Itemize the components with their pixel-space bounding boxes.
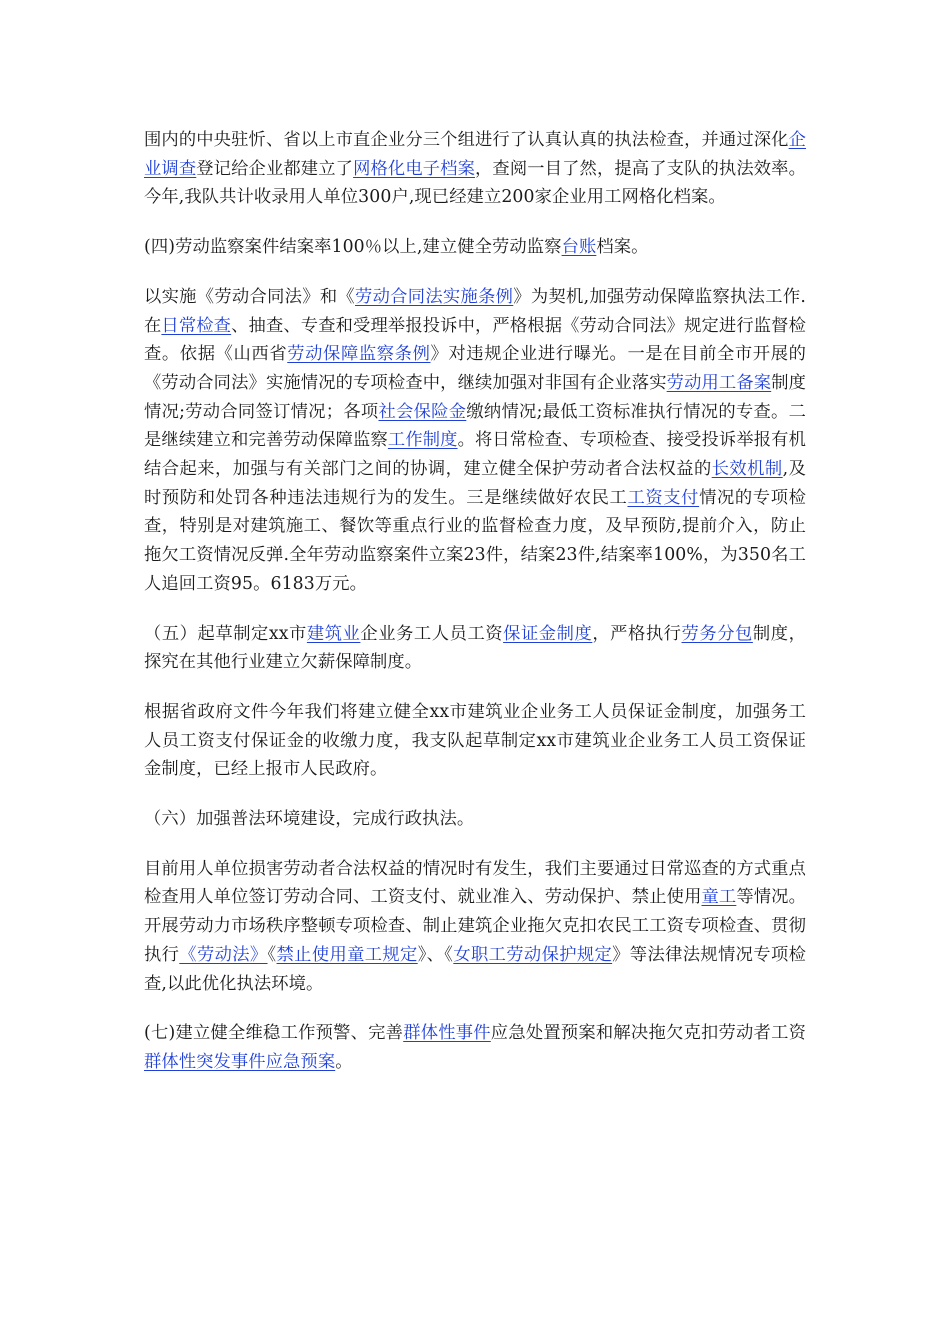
hyperlink[interactable]: 劳动用工备案: [666, 372, 772, 393]
hyperlink[interactable]: 日常检查: [161, 315, 232, 336]
hyperlink[interactable]: 工作制度: [387, 430, 458, 451]
hyperlink[interactable]: 长效机制: [711, 459, 783, 480]
hyperlink[interactable]: 网格化电子档案: [353, 158, 476, 179]
text-run: 制度，探究在其他行业建立欠薪保障制度。: [144, 623, 806, 673]
text-run: ，严格执行: [592, 623, 682, 644]
text-run: 登记给企业都建立了: [196, 158, 354, 179]
text-run: 、抽查、专查和受理举报投诉中，严格根据《劳动合同法》规定进行监督检查。依据《山西省: [144, 315, 806, 365]
paragraph: [144, 233, 806, 262]
text-run: 制度情况;劳动合同签订情况；各项: [144, 372, 806, 422]
text-run: 。将日常检查、专项检查、接受投诉举报有机结合起来，加强与有关部门之间的协调，建立健全保护劳动者合法权益的: [144, 430, 806, 480]
paragraph: [144, 620, 806, 677]
text-run: 等情况。开展劳动力市场秩序整顿专项检查、制止建筑企业拖欠克扣农民工工资专项检查、贯彻执行: [144, 887, 806, 965]
text-run: ，查阅一目了然，提高了支队的执法效率。今年,我队共计收录用人单位300户,现已经建立200家企业用工网格化档案。: [144, 158, 806, 208]
text-run: 》等法律法规情况专项检查,以此优化执法环境。: [144, 944, 806, 994]
text-run: 档案。: [596, 237, 649, 258]
hyperlink[interactable]: 女职工劳动保护规定: [453, 944, 613, 965]
text-run: 》、《: [417, 944, 454, 965]
text-run: 《: [267, 944, 277, 965]
hyperlink[interactable]: 劳动合同法实施条例: [355, 286, 514, 307]
hyperlink[interactable]: 保证金制度: [503, 623, 593, 644]
hyperlink[interactable]: 工资支付: [627, 487, 700, 508]
text-run: （六）加强普法环境建设，完成行政执法。: [144, 809, 475, 830]
text-run: 。: [335, 1051, 353, 1072]
paragraph: [144, 855, 806, 999]
paragraph: [144, 698, 806, 784]
hyperlink[interactable]: 社会保险金: [378, 401, 467, 422]
hyperlink[interactable]: 群体性事件: [403, 1023, 491, 1044]
hyperlink[interactable]: 劳务分包: [681, 623, 753, 644]
hyperlink[interactable]: 童工: [701, 887, 737, 908]
text-run: 情况的专项检查，特别是对建筑施工、餐饮等重点行业的监督检查力度，及早预防,提前介入，防止拖欠工资情况反弹.全年劳动监察案件立案23件，结案23件,结案率100%，为350名工人追回工资95。6183万元。: [144, 487, 806, 594]
text-run: 》为契机,加强劳动保障监察执法工作.在: [144, 286, 807, 336]
text-run: 》对违规企业进行曝光。一是在目前全市开展的《劳动合同法》实施情况的专项检查中，继续加强对非国有企业落实: [144, 344, 806, 393]
text-run: (七)建立健全维稳工作预警、完善: [144, 1023, 404, 1044]
text-run: 围内的中央驻忻、省以上市直企业分三个组进行了认真认真的执法检查，并通过深化: [144, 130, 789, 150]
hyperlink[interactable]: 禁止使用童工规定: [276, 944, 418, 965]
hyperlink[interactable]: 建筑业: [306, 623, 361, 644]
text-run: 应急处置预案和解决拖欠克扣劳动者工资: [490, 1023, 806, 1044]
hyperlink[interactable]: 群体性突发事件应急预案: [144, 1051, 336, 1072]
text-run: 企业务工人员工资: [360, 623, 504, 644]
text-run: （五）起草制定xx市: [144, 623, 307, 644]
text-run: 缴纳情况;最低工资标准执行情况的专查。二是继续建立和完善劳动保障监察: [144, 401, 806, 451]
text-run: 以实施《劳动合同法》和《: [144, 286, 356, 307]
paragraph: [144, 126, 806, 212]
text-run: ,及时预防和处罚各种违法违规行为的发生。三是继续做好农民工: [144, 459, 806, 508]
text-run: 根据省政府文件今年我们将建立健全xx市建筑业企业务工人员保证金制度，加强务工人员工资支付保证金的收缴力度，我支队起草制定xx市建筑业企业务工人员工资保证金制度，已经上报市人民政府。: [144, 701, 806, 780]
hyperlink[interactable]: 劳动保障监察条例: [287, 344, 431, 365]
paragraph: [144, 805, 806, 834]
hyperlink[interactable]: 台账: [561, 237, 597, 258]
paragraph: [144, 283, 806, 599]
text-run: (四)劳动监察案件结案率100％以上,建立健全劳动监察: [144, 237, 562, 258]
paragraph: [144, 1019, 806, 1076]
text-run: 目前用人单位损害劳动者合法权益的情况时有发生，我们主要通过日常巡查的方式重点检查用人单位签订劳动合同、工资支付、就业准入、劳动保护、禁止使用: [144, 858, 806, 908]
document-body: [144, 126, 806, 1098]
hyperlink[interactable]: 企业调查: [144, 130, 806, 179]
hyperlink[interactable]: 《劳动法》: [179, 944, 268, 965]
